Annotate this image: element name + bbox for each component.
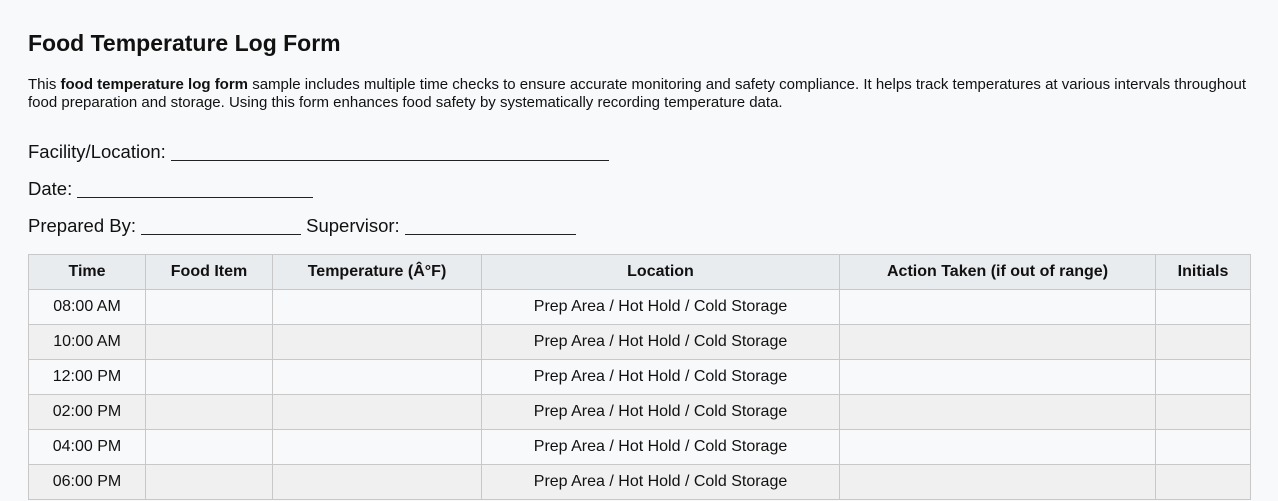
- table-row: [29, 465, 1251, 500]
- table-row: [29, 325, 1251, 360]
- facility-field-row: [28, 137, 609, 163]
- intro-bold-term: food temperature log form: [60, 76, 249, 93]
- cell-food-item[interactable]: [146, 395, 273, 430]
- cell-location: Prep Area / Hot Hold / Cold Storage: [482, 325, 840, 360]
- cell-temperature[interactable]: [273, 290, 482, 325]
- date-input-line[interactable]: [77, 177, 313, 198]
- cell-temperature[interactable]: [273, 395, 482, 430]
- cell-initials[interactable]: [1156, 430, 1251, 465]
- cell-location: Prep Area / Hot Hold / Cold Storage: [482, 465, 840, 500]
- cell-initials[interactable]: [1156, 290, 1251, 325]
- cell-time: 04:00 PM: [29, 430, 146, 465]
- cell-temperature[interactable]: [273, 360, 482, 395]
- cell-temperature[interactable]: [273, 430, 482, 465]
- cell-location: Prep Area / Hot Hold / Cold Storage: [482, 430, 840, 465]
- table-row: [29, 430, 1251, 465]
- cell-time: 02:00 PM: [29, 395, 146, 430]
- table-row: [29, 395, 1251, 430]
- cell-time: 12:00 PM: [29, 360, 146, 395]
- header-action-taken: Action Taken (if out of range): [840, 255, 1156, 290]
- table-row: [29, 360, 1251, 395]
- cell-action-taken[interactable]: [840, 395, 1156, 430]
- header-food-item: Food Item: [146, 255, 273, 290]
- cell-initials[interactable]: [1156, 465, 1251, 500]
- intro-paragraph: [28, 76, 1250, 112]
- cell-location: Prep Area / Hot Hold / Cold Storage: [482, 360, 840, 395]
- cell-action-taken[interactable]: [840, 360, 1156, 395]
- cell-initials[interactable]: [1156, 325, 1251, 360]
- date-label: Date:: [28, 178, 73, 199]
- supervisor-label: Supervisor:: [306, 215, 400, 236]
- cell-action-taken[interactable]: [840, 290, 1156, 325]
- cell-time: 10:00 AM: [29, 325, 146, 360]
- intro-suffix: sample includes multiple time checks to ensure accurate monitoring and safety compliance. It helps track temperatures at various intervals throughout food preparation and storage. Using this form enhances food safety by systematically recording temperature data.: [28, 76, 1247, 111]
- cell-action-taken[interactable]: [840, 465, 1156, 500]
- cell-temperature[interactable]: [273, 465, 482, 500]
- cell-food-item[interactable]: [146, 290, 273, 325]
- cell-time: 08:00 AM: [29, 290, 146, 325]
- header-location: Location: [482, 255, 840, 290]
- cell-food-item[interactable]: [146, 430, 273, 465]
- cell-temperature[interactable]: [273, 325, 482, 360]
- cell-food-item[interactable]: [146, 325, 273, 360]
- temperature-log-table: [28, 254, 1251, 500]
- table-row: [29, 290, 1251, 325]
- cell-initials[interactable]: [1156, 395, 1251, 430]
- intro-prefix: This: [28, 76, 61, 93]
- cell-food-item[interactable]: [146, 465, 273, 500]
- cell-location: Prep Area / Hot Hold / Cold Storage: [482, 395, 840, 430]
- date-field-row: [28, 174, 313, 200]
- prepared-by-input-line[interactable]: [141, 214, 301, 235]
- supervisor-input-line[interactable]: [405, 214, 576, 235]
- table-header-row: [29, 255, 1251, 290]
- prepared-by-label: Prepared By:: [28, 215, 136, 236]
- cell-food-item[interactable]: [146, 360, 273, 395]
- header-initials: Initials: [1156, 255, 1251, 290]
- cell-location: Prep Area / Hot Hold / Cold Storage: [482, 290, 840, 325]
- facility-input-line[interactable]: [171, 140, 609, 161]
- cell-initials[interactable]: [1156, 360, 1251, 395]
- page-title: Food Temperature Log Form: [28, 30, 341, 56]
- header-temperature: Temperature (Â°F): [273, 255, 482, 290]
- cell-action-taken[interactable]: [840, 325, 1156, 360]
- cell-time: 06:00 PM: [29, 465, 146, 500]
- header-time: Time: [29, 255, 146, 290]
- facility-label: Facility/Location:: [28, 141, 166, 162]
- cell-action-taken[interactable]: [840, 430, 1156, 465]
- prepared-by-field-row: [28, 211, 576, 237]
